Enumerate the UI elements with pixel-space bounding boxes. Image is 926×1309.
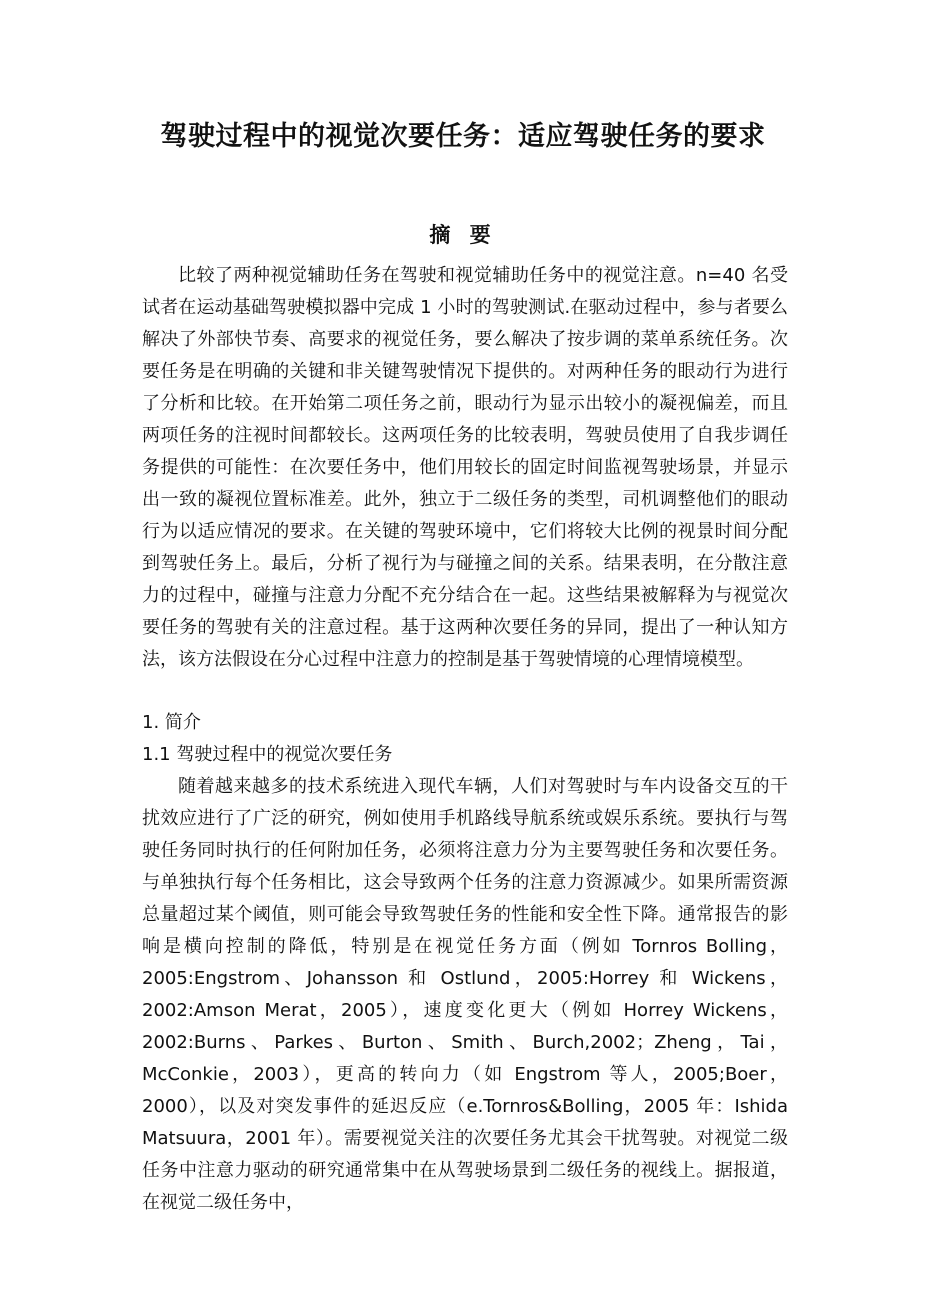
abstract-heading: 摘 要 (429, 223, 497, 247)
section-1-heading: 1. 简介 (142, 712, 201, 733)
paper-title: 驾驶过程中的视觉次要任务：适应驾驶任务的要求 (160, 121, 766, 152)
section-1-1-paragraph: 随着越来越多的技术系统进入现代车辆，人们对驾驶时与车内设备交互的干扰效应进行了广泛的研究，例如使用手机路线导航系统或娱乐系统。要执行与驾驶任务同时执行的任何附加任务，必须将注意力分为主要驾驶任务和次要任务。与单独执行每个任务相比，这会导致两个任务的注意力资源减少。如果所需资源总量超过某个阈值，则可能会导致驾驶任务的性能和安全性下降。通常报告的影响是横向控制的降低，特别是在视觉任务方面（例如 Tornros Bolling，2005:Engstrom、Johansson 和 Ostlund，2005:Horrey 和 Wickens，2002:Amson Merat，2005），速度变化更大（例如 Horrey Wickens，2002:Burns、Parkes、Burton、Smith、Burch,2002；Zheng，Tai，McConkie，2003），更高的转向力（如 Engstrom 等人，2005;Boer，2000），以及对突发事件的延迟反应（e.Tornros&Bolling，2005 年：Ishida Matsuura，2001 年）。需要视觉关注的次要任务尤其会干扰驾驶。对视觉二级任务中注意力驱动的研究通常集中在从驾驶场景到二级任务的视线上。据报道，在视觉二级任务中， (142, 776, 788, 1213)
abstract-paragraph: 比较了两种视觉辅助任务在驾驶和视觉辅助任务中的视觉注意。n=40 名受试者在运动基础驾驶模拟器中完成 1 小时的驾驶测试.在驱动过程中，参与者要么解决了外部快节奏、高要求的视觉任务，要么解决了按步调的菜单系统任务。次要任务是在明确的关键和非关键驾驶情况下提供的。对两种任务的眼动行为进行了分析和比较。在开始第二项任务之前，眼动行为显示出较小的凝视偏差，而且两项任务的注视时间都较长。这两项任务的比较表明，驾驶员使用了自我步调任务提供的可能性：在次要任务中，他们用较长的固定时间监视驾驶场景，并显示出一致的凝视位置标准差。此外，独立于二级任务的类型，司机调整他们的眼动行为以适应情况的要求。在关键的驾驶环境中，它们将较大比例的视景时间分配到驾驶任务上。最后，分析了视行为与碰撞之间的关系。结果表明，在分散注意力的过程中，碰撞与注意力分配不充分结合在一起。这些结果被解释为与视觉次要任务的驾驶有关的注意过程。基于这两种次要任务的异同，提出了一种认知方法，该方法假设在分心过程中注意力的控制是基于驾驶情境的心理情境模型。 (142, 265, 788, 670)
section-1-1-heading: 1.1 驾驶过程中的视觉次要任务 (142, 744, 393, 765)
